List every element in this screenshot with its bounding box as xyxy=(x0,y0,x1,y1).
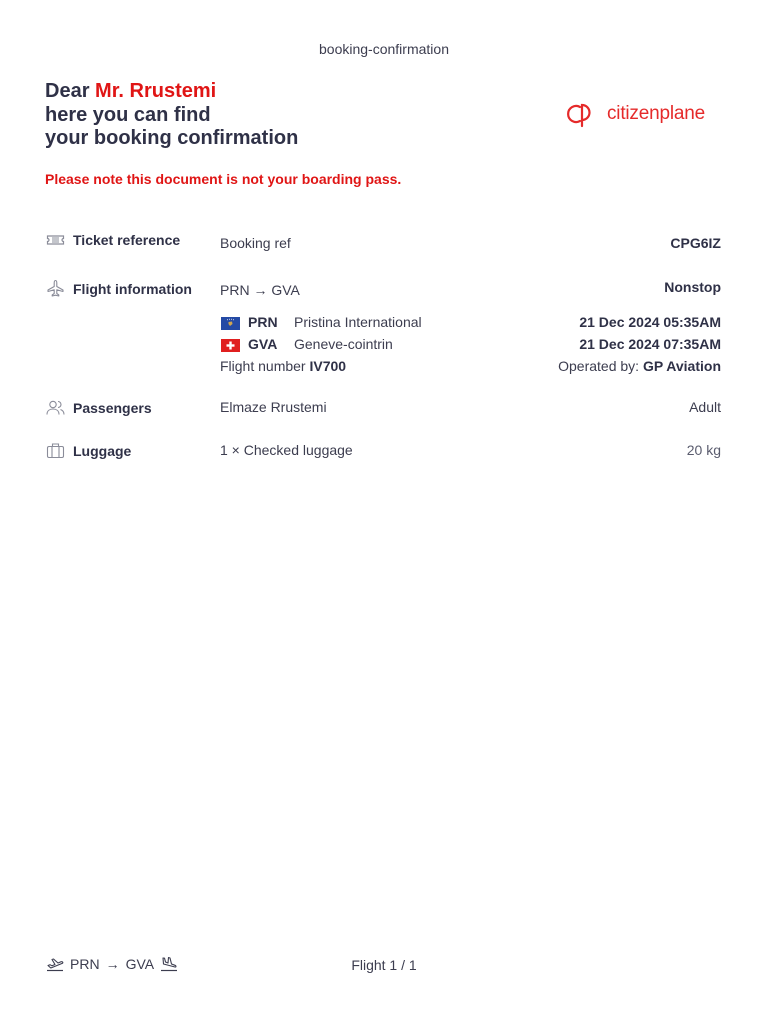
airplane-icon xyxy=(46,279,65,298)
flight-information-text: Flight information xyxy=(73,280,192,297)
footer-from: PRN xyxy=(70,956,100,972)
departure-datetime: 21 Dec 2024 05:35AM xyxy=(579,314,721,330)
luggage-weight: 20 kg xyxy=(686,442,721,458)
passengers-label xyxy=(46,399,152,416)
greeting-heading xyxy=(45,80,298,151)
ticket-reference-label xyxy=(46,232,180,248)
departure-airport: Pristina International xyxy=(294,314,422,330)
flight-number-label: Flight number xyxy=(220,358,306,374)
users-icon xyxy=(46,399,65,416)
flight-number xyxy=(220,358,346,374)
route-to: GVA xyxy=(271,282,300,298)
passenger-name: Elmaze Rrustemi xyxy=(220,399,327,415)
greeting-line-2: here you can find xyxy=(45,103,211,126)
route-from: PRN xyxy=(220,282,250,298)
flight-route xyxy=(220,282,300,298)
footer-to: GVA xyxy=(125,956,155,972)
operated-by xyxy=(558,358,721,374)
luggage-text: Luggage xyxy=(73,442,132,459)
arrival-code: GVA xyxy=(248,336,278,352)
greeting-dear: Dear xyxy=(45,80,90,102)
ticket-reference-text: Ticket reference xyxy=(73,232,181,248)
citizenplane-logo-icon xyxy=(566,99,604,129)
luggage-item: 1 × Checked luggage xyxy=(220,442,353,458)
flight-number-value: IV700 xyxy=(309,358,347,374)
booking-ref-value: CPG6IZ xyxy=(670,235,721,251)
citizenplane-logo xyxy=(566,99,705,129)
luggage-icon xyxy=(46,442,65,459)
flight-information-label xyxy=(46,279,192,298)
luggage-label xyxy=(46,442,131,459)
departure-code: PRN xyxy=(248,314,278,330)
operated-by-label: Operated by: xyxy=(558,358,640,374)
booking-ref-label: Booking ref xyxy=(220,235,291,251)
arrival-datetime: 21 Dec 2024 07:35AM xyxy=(579,336,721,352)
route-arrow: → xyxy=(253,282,268,298)
arrival-airport: Geneve-cointrin xyxy=(294,336,393,352)
ticket-icon xyxy=(46,233,65,247)
page-indicator: Flight 1 / 1 xyxy=(351,957,417,973)
operator-name: GP Aviation xyxy=(642,358,721,374)
document-title: booking-confirmation xyxy=(319,41,449,57)
passengers-text: Passengers xyxy=(73,399,152,416)
passenger-title-name: Mr. Rrustemi xyxy=(95,80,217,102)
logo-text: citizenplane xyxy=(607,103,705,124)
switzerland-flag-icon xyxy=(221,339,240,352)
boarding-pass-notice: Please note this document is not your boarding pass. xyxy=(45,171,402,187)
footer-arrow: → xyxy=(105,956,120,972)
passenger-type: Adult xyxy=(689,399,721,415)
flight-type: Nonstop xyxy=(664,279,721,295)
kosovo-flag-icon xyxy=(221,317,240,330)
greeting-line-3: your booking confirmation xyxy=(45,127,299,149)
